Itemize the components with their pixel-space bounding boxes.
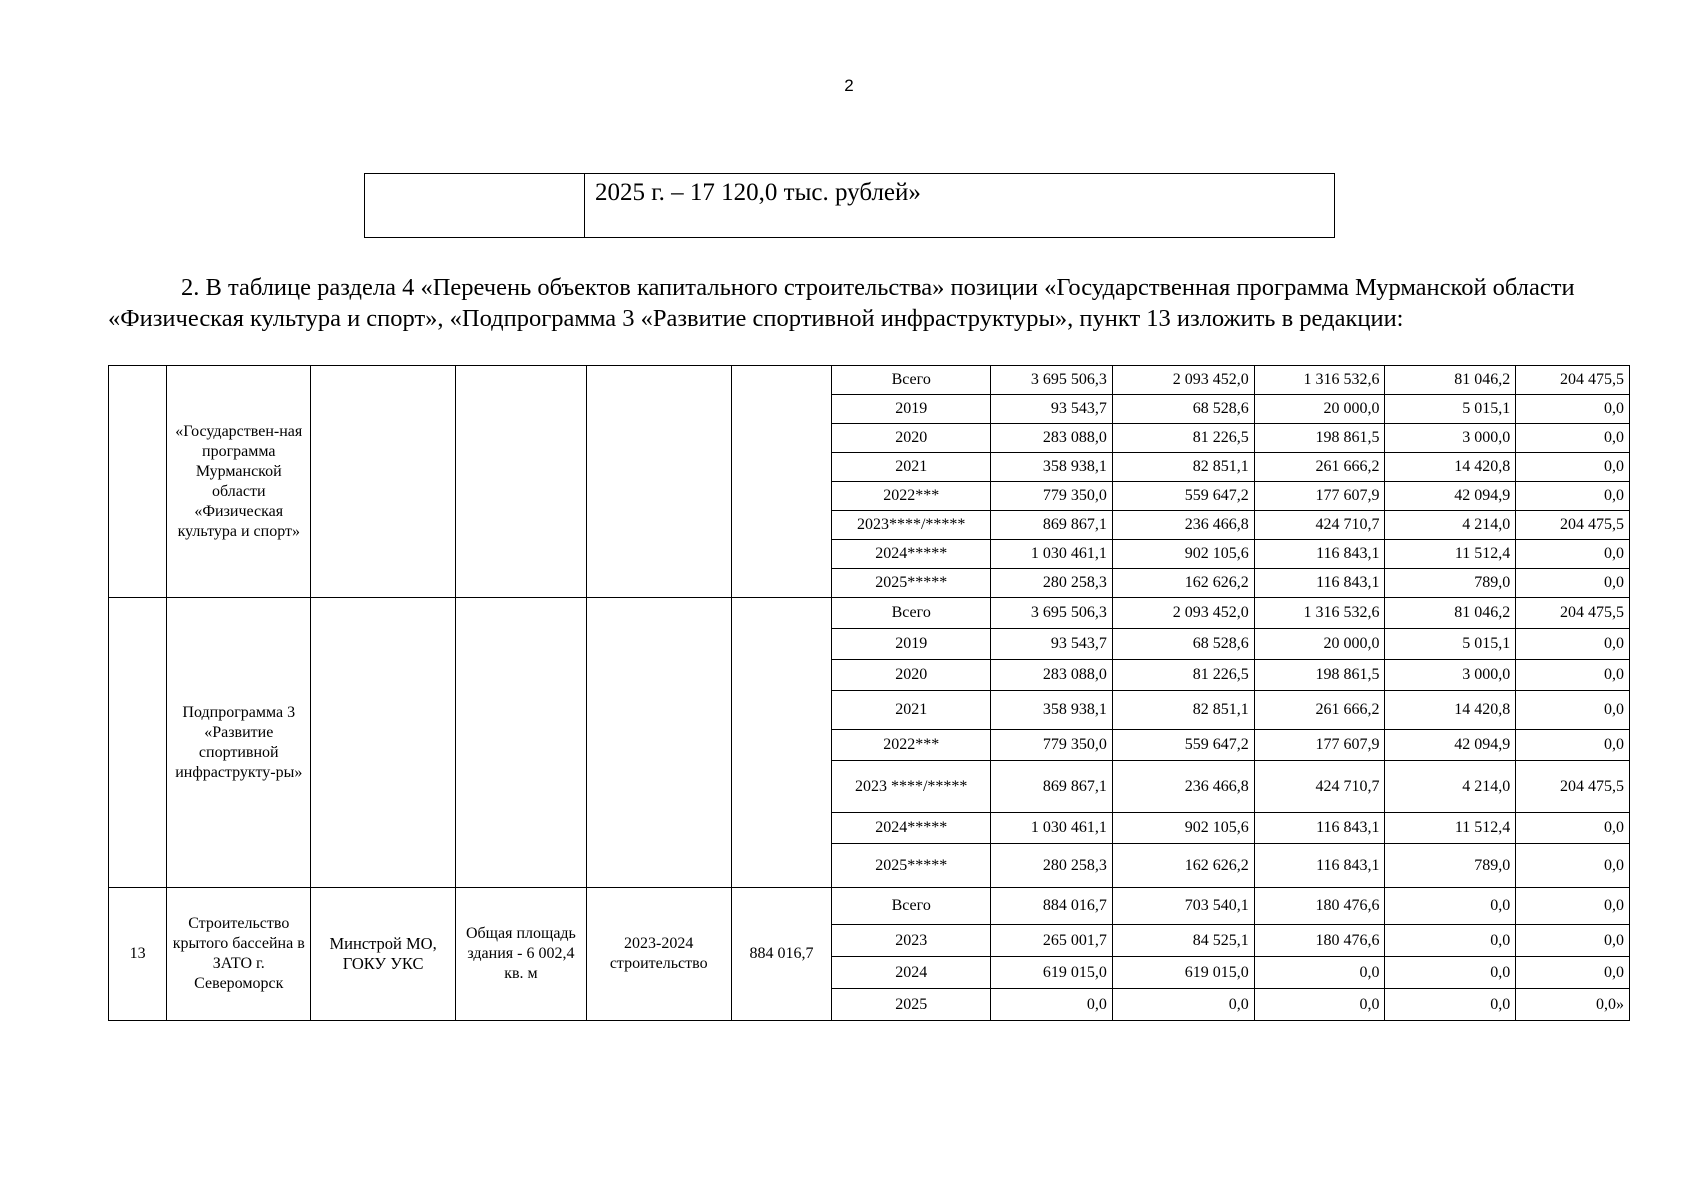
amount-cell: 68 528,6 — [1112, 395, 1254, 424]
program-name-cell: Подпрограмма 3 «Развитие спортивной инфраструкту-ры» — [167, 598, 311, 888]
amount-cell: 180 476,6 — [1254, 925, 1385, 957]
amount-cell: 20 000,0 — [1254, 629, 1385, 660]
item-number-cell: 13 — [109, 888, 167, 1021]
amount-cell: 177 607,9 — [1254, 730, 1385, 761]
empty-cell — [311, 598, 456, 888]
amount-cell: 280 258,3 — [991, 844, 1113, 888]
amendment-paragraph — [108, 272, 1588, 334]
amount-cell: 177 607,9 — [1254, 482, 1385, 511]
amount-cell: 0,0 — [1516, 957, 1630, 989]
amount-cell: 0,0 — [1516, 660, 1630, 691]
amount-cell: 265 001,7 — [991, 925, 1113, 957]
amount-cell: 3 695 506,3 — [991, 598, 1113, 629]
amount-cell: 0,0 — [991, 989, 1113, 1021]
amount-cell: 0,0 — [1516, 813, 1630, 844]
cost-cell: 884 016,7 — [731, 888, 832, 1021]
amount-cell: 0,0 — [1516, 888, 1630, 925]
year-cell: Всего — [832, 598, 991, 629]
year-cell: 2021 — [832, 453, 991, 482]
amount-cell: 116 843,1 — [1254, 569, 1385, 598]
amount-cell: 0,0 — [1516, 453, 1630, 482]
year-cell: 2024***** — [832, 813, 991, 844]
amount-cell: 81 226,5 — [1112, 660, 1254, 691]
amount-cell: 116 843,1 — [1254, 540, 1385, 569]
program-name-cell: «Государствен-ная программа Мурманской области «Физическая культура и спорт» — [167, 366, 311, 598]
amount-cell: 884 016,7 — [991, 888, 1113, 925]
amount-cell: 0,0 — [1516, 482, 1630, 511]
amount-cell: 0,0 — [1385, 888, 1516, 925]
year-cell: 2023 ****/***** — [832, 761, 991, 813]
year-cell: 2019 — [832, 629, 991, 660]
amount-cell: 93 543,7 — [991, 395, 1113, 424]
amount-cell: 82 851,1 — [1112, 691, 1254, 730]
amount-cell: 0,0 — [1385, 925, 1516, 957]
empty-cell — [586, 598, 731, 888]
top-table-empty-cell — [365, 174, 585, 237]
amount-cell: 81 046,2 — [1385, 366, 1516, 395]
amount-cell: 204 475,5 — [1516, 511, 1630, 540]
amount-cell: 789,0 — [1385, 844, 1516, 888]
amount-cell: 779 350,0 — [991, 730, 1113, 761]
amount-cell: 42 094,9 — [1385, 730, 1516, 761]
amount-cell: 424 710,7 — [1254, 511, 1385, 540]
table-row — [109, 598, 1630, 629]
amount-cell: 5 015,1 — [1385, 629, 1516, 660]
amount-cell: 0,0 — [1516, 424, 1630, 453]
amount-cell: 0,0 — [1516, 730, 1630, 761]
amount-cell: 82 851,1 — [1112, 453, 1254, 482]
year-cell: 2019 — [832, 395, 991, 424]
amount-cell: 559 647,2 — [1112, 482, 1254, 511]
period-cell: 2023-2024 строительство — [586, 888, 731, 1021]
table-row — [109, 888, 1630, 925]
year-cell: 2025***** — [832, 569, 991, 598]
amount-cell: 1 030 461,1 — [991, 813, 1113, 844]
top-table-text-cell: 2025 г. – 17 120,0 тыс. рублей» — [595, 179, 921, 206]
empty-cell — [456, 598, 587, 888]
object-name-cell: Строительство крытого бассейна в ЗАТО г. Североморск — [167, 888, 311, 1021]
amount-cell: 204 475,5 — [1516, 366, 1630, 395]
amount-cell: 703 540,1 — [1112, 888, 1254, 925]
executor-cell: Минстрой МО, ГОКУ УКС — [311, 888, 456, 1021]
amount-cell: 3 000,0 — [1385, 424, 1516, 453]
year-cell: 2025 — [832, 989, 991, 1021]
amount-cell: 14 420,8 — [1385, 453, 1516, 482]
amount-cell: 358 938,1 — [991, 691, 1113, 730]
amount-cell: 11 512,4 — [1385, 813, 1516, 844]
amount-cell: 1 316 532,6 — [1254, 598, 1385, 629]
capital-construction-table — [108, 365, 1630, 1021]
amount-cell: 14 420,8 — [1385, 691, 1516, 730]
amount-cell: 3 695 506,3 — [991, 366, 1113, 395]
amount-cell: 619 015,0 — [991, 957, 1113, 989]
year-cell: 2025***** — [832, 844, 991, 888]
amount-cell: 2 093 452,0 — [1112, 598, 1254, 629]
amount-cell: 3 000,0 — [1385, 660, 1516, 691]
amount-cell: 283 088,0 — [991, 424, 1113, 453]
year-cell: 2022*** — [832, 730, 991, 761]
amount-cell: 869 867,1 — [991, 761, 1113, 813]
amount-cell: 116 843,1 — [1254, 813, 1385, 844]
table-row — [109, 366, 1630, 395]
amount-cell: 198 861,5 — [1254, 424, 1385, 453]
year-cell: 2023 — [832, 925, 991, 957]
amount-cell: 0,0 — [1112, 989, 1254, 1021]
empty-cell — [586, 366, 731, 598]
amount-cell: 84 525,1 — [1112, 925, 1254, 957]
amount-cell: 1 316 532,6 — [1254, 366, 1385, 395]
year-cell: 2020 — [832, 660, 991, 691]
amount-cell: 198 861,5 — [1254, 660, 1385, 691]
year-cell: 2021 — [832, 691, 991, 730]
year-cell: Всего — [832, 366, 991, 395]
amount-cell: 93 543,7 — [991, 629, 1113, 660]
year-cell: 2024***** — [832, 540, 991, 569]
page-number: 2 — [844, 76, 854, 95]
item-number-cell — [109, 366, 167, 598]
amount-cell: 0,0 — [1385, 989, 1516, 1021]
amount-cell: 81 046,2 — [1385, 598, 1516, 629]
amount-cell: 162 626,2 — [1112, 844, 1254, 888]
amount-cell: 0,0 — [1516, 691, 1630, 730]
empty-cell — [311, 366, 456, 598]
year-cell: 2023****/***** — [832, 511, 991, 540]
amount-cell: 0,0 — [1516, 629, 1630, 660]
amount-cell: 1 030 461,1 — [991, 540, 1113, 569]
empty-cell — [731, 366, 832, 598]
amount-cell: 2 093 452,0 — [1112, 366, 1254, 395]
amount-cell: 424 710,7 — [1254, 761, 1385, 813]
amount-cell: 162 626,2 — [1112, 569, 1254, 598]
amount-cell: 789,0 — [1385, 569, 1516, 598]
amount-cell: 559 647,2 — [1112, 730, 1254, 761]
amount-cell: 4 214,0 — [1385, 511, 1516, 540]
amount-cell: 902 105,6 — [1112, 540, 1254, 569]
year-cell: 2020 — [832, 424, 991, 453]
amount-cell: 20 000,0 — [1254, 395, 1385, 424]
amount-cell: 619 015,0 — [1112, 957, 1254, 989]
amount-cell: 0,0 — [1254, 989, 1385, 1021]
amount-cell: 68 528,6 — [1112, 629, 1254, 660]
amount-cell: 204 475,5 — [1516, 761, 1630, 813]
empty-cell — [456, 366, 587, 598]
year-cell: Всего — [832, 888, 991, 925]
top-table-fragment — [364, 173, 1335, 238]
amount-cell: 779 350,0 — [991, 482, 1113, 511]
amount-cell: 358 938,1 — [991, 453, 1113, 482]
amount-cell: 283 088,0 — [991, 660, 1113, 691]
amount-cell: 0,0 — [1516, 569, 1630, 598]
amount-cell: 261 666,2 — [1254, 453, 1385, 482]
year-cell: 2024 — [832, 957, 991, 989]
amount-cell: 0,0 — [1254, 957, 1385, 989]
amendment-paragraph-text: 2. В таблице раздела 4 «Перечень объектов капитального строительства» позиции «Государственная программа Мурманской области «Физическая культура и спорт», «Подпрограмма 3 «Развитие спортивной инфраструктуры», пункт 13 изложить в редакции: — [108, 274, 1575, 332]
capacity-cell: Общая площадь здания - 6 002,4 кв. м — [456, 888, 587, 1021]
amount-cell: 261 666,2 — [1254, 691, 1385, 730]
amount-cell: 204 475,5 — [1516, 598, 1630, 629]
amount-cell: 0,0 — [1516, 540, 1630, 569]
amount-cell: 81 226,5 — [1112, 424, 1254, 453]
amount-cell: 0,0» — [1516, 989, 1630, 1021]
amount-cell: 116 843,1 — [1254, 844, 1385, 888]
amount-cell: 0,0 — [1385, 957, 1516, 989]
amount-cell: 902 105,6 — [1112, 813, 1254, 844]
amount-cell: 4 214,0 — [1385, 761, 1516, 813]
year-cell: 2022*** — [832, 482, 991, 511]
amount-cell: 0,0 — [1516, 844, 1630, 888]
item-number-cell — [109, 598, 167, 888]
amount-cell: 180 476,6 — [1254, 888, 1385, 925]
amount-cell: 236 466,8 — [1112, 761, 1254, 813]
amount-cell: 236 466,8 — [1112, 511, 1254, 540]
amount-cell: 869 867,1 — [991, 511, 1113, 540]
amount-cell: 11 512,4 — [1385, 540, 1516, 569]
empty-cell — [731, 598, 832, 888]
amount-cell: 280 258,3 — [991, 569, 1113, 598]
amount-cell: 5 015,1 — [1385, 395, 1516, 424]
amount-cell: 0,0 — [1516, 395, 1630, 424]
amount-cell: 42 094,9 — [1385, 482, 1516, 511]
amount-cell: 0,0 — [1516, 925, 1630, 957]
